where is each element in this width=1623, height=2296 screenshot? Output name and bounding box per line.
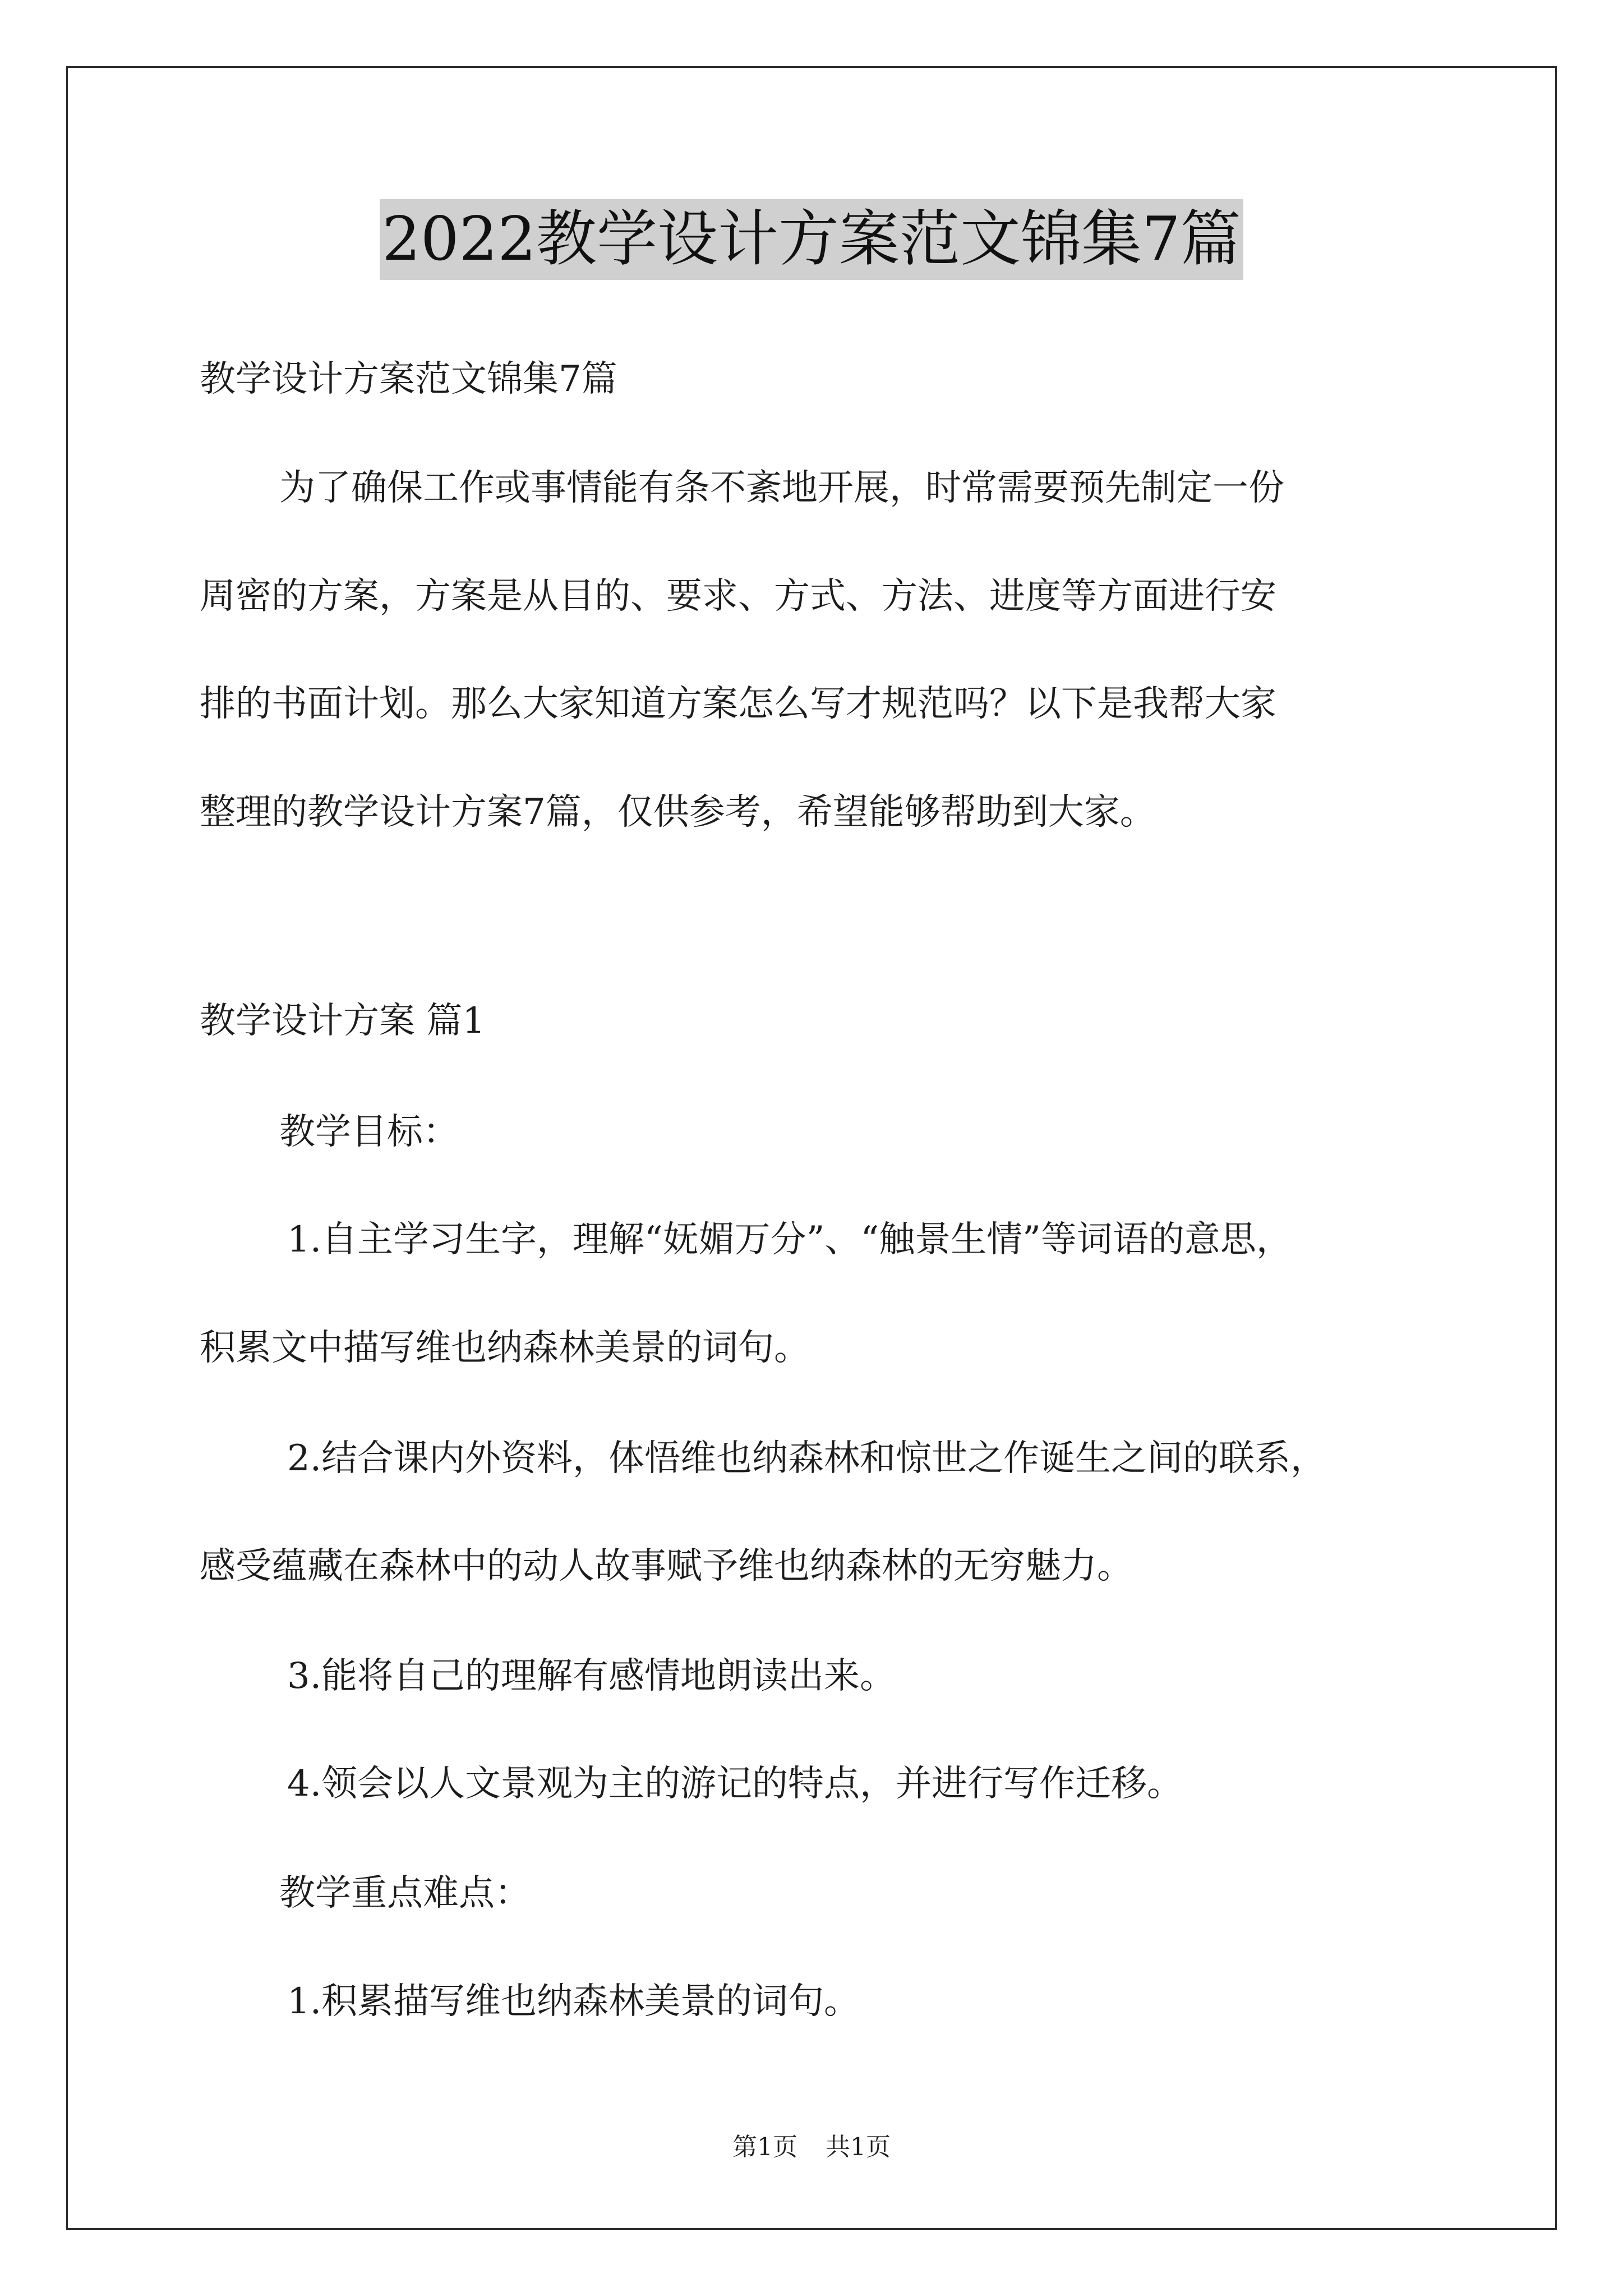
objective-1-line-1: 1.自主学习生字，理解“妩媚万分”、“触景生情”等词语的意思， <box>287 1219 1292 1260</box>
page-number-total: 共1页 <box>826 2133 891 2161</box>
title-container <box>0 199 1623 280</box>
objective-2-line-2: 感受蕴藏在森林中的动人故事赋予维也纳森林的无穷魅力。 <box>200 1545 1133 1587</box>
objective-3: 3.能将自己的理解有感情地朗读出来。 <box>287 1655 896 1697</box>
objectives-label: 教学目标： <box>279 1111 459 1153</box>
intro-line-1: 为了确保工作或事情能有条不紊地开展，时常需要预先制定一份 <box>279 467 1284 509</box>
objective-1-line-2: 积累文中描写维也纳森林美景的词句。 <box>200 1327 810 1369</box>
intro-line-4: 整理的教学设计方案7篇，仅供参考，希望能够帮助到大家。 <box>200 792 1156 833</box>
page-footer <box>0 2132 1623 2163</box>
key-point-1: 1.积累描写维也纳森林美景的词句。 <box>287 1981 860 2022</box>
intro-line-2: 周密的方案，方案是从目的、要求、方式、方法、进度等方面进行安 <box>200 576 1276 617</box>
document-title: 2022教学设计方案范文锦集7篇 <box>380 199 1243 280</box>
objective-4: 4.领会以人文景观为主的游记的特点，并进行写作迁移。 <box>287 1763 1183 1805</box>
section-heading: 教学设计方案 篇1 <box>200 1000 486 1042</box>
page-number-current: 第1页 <box>732 2133 797 2161</box>
intro-line-3: 排的书面计划。那么大家知道方案怎么写才规范吗？以下是我帮大家 <box>200 683 1276 725</box>
document-subtitle: 教学设计方案范文锦集7篇 <box>200 358 617 400</box>
key-points-label: 教学重点难点： <box>279 1872 531 1914</box>
objective-2-line-1: 2.结合课内外资料，体悟维也纳森林和惊世之作诞生之间的联系， <box>287 1438 1327 1479</box>
